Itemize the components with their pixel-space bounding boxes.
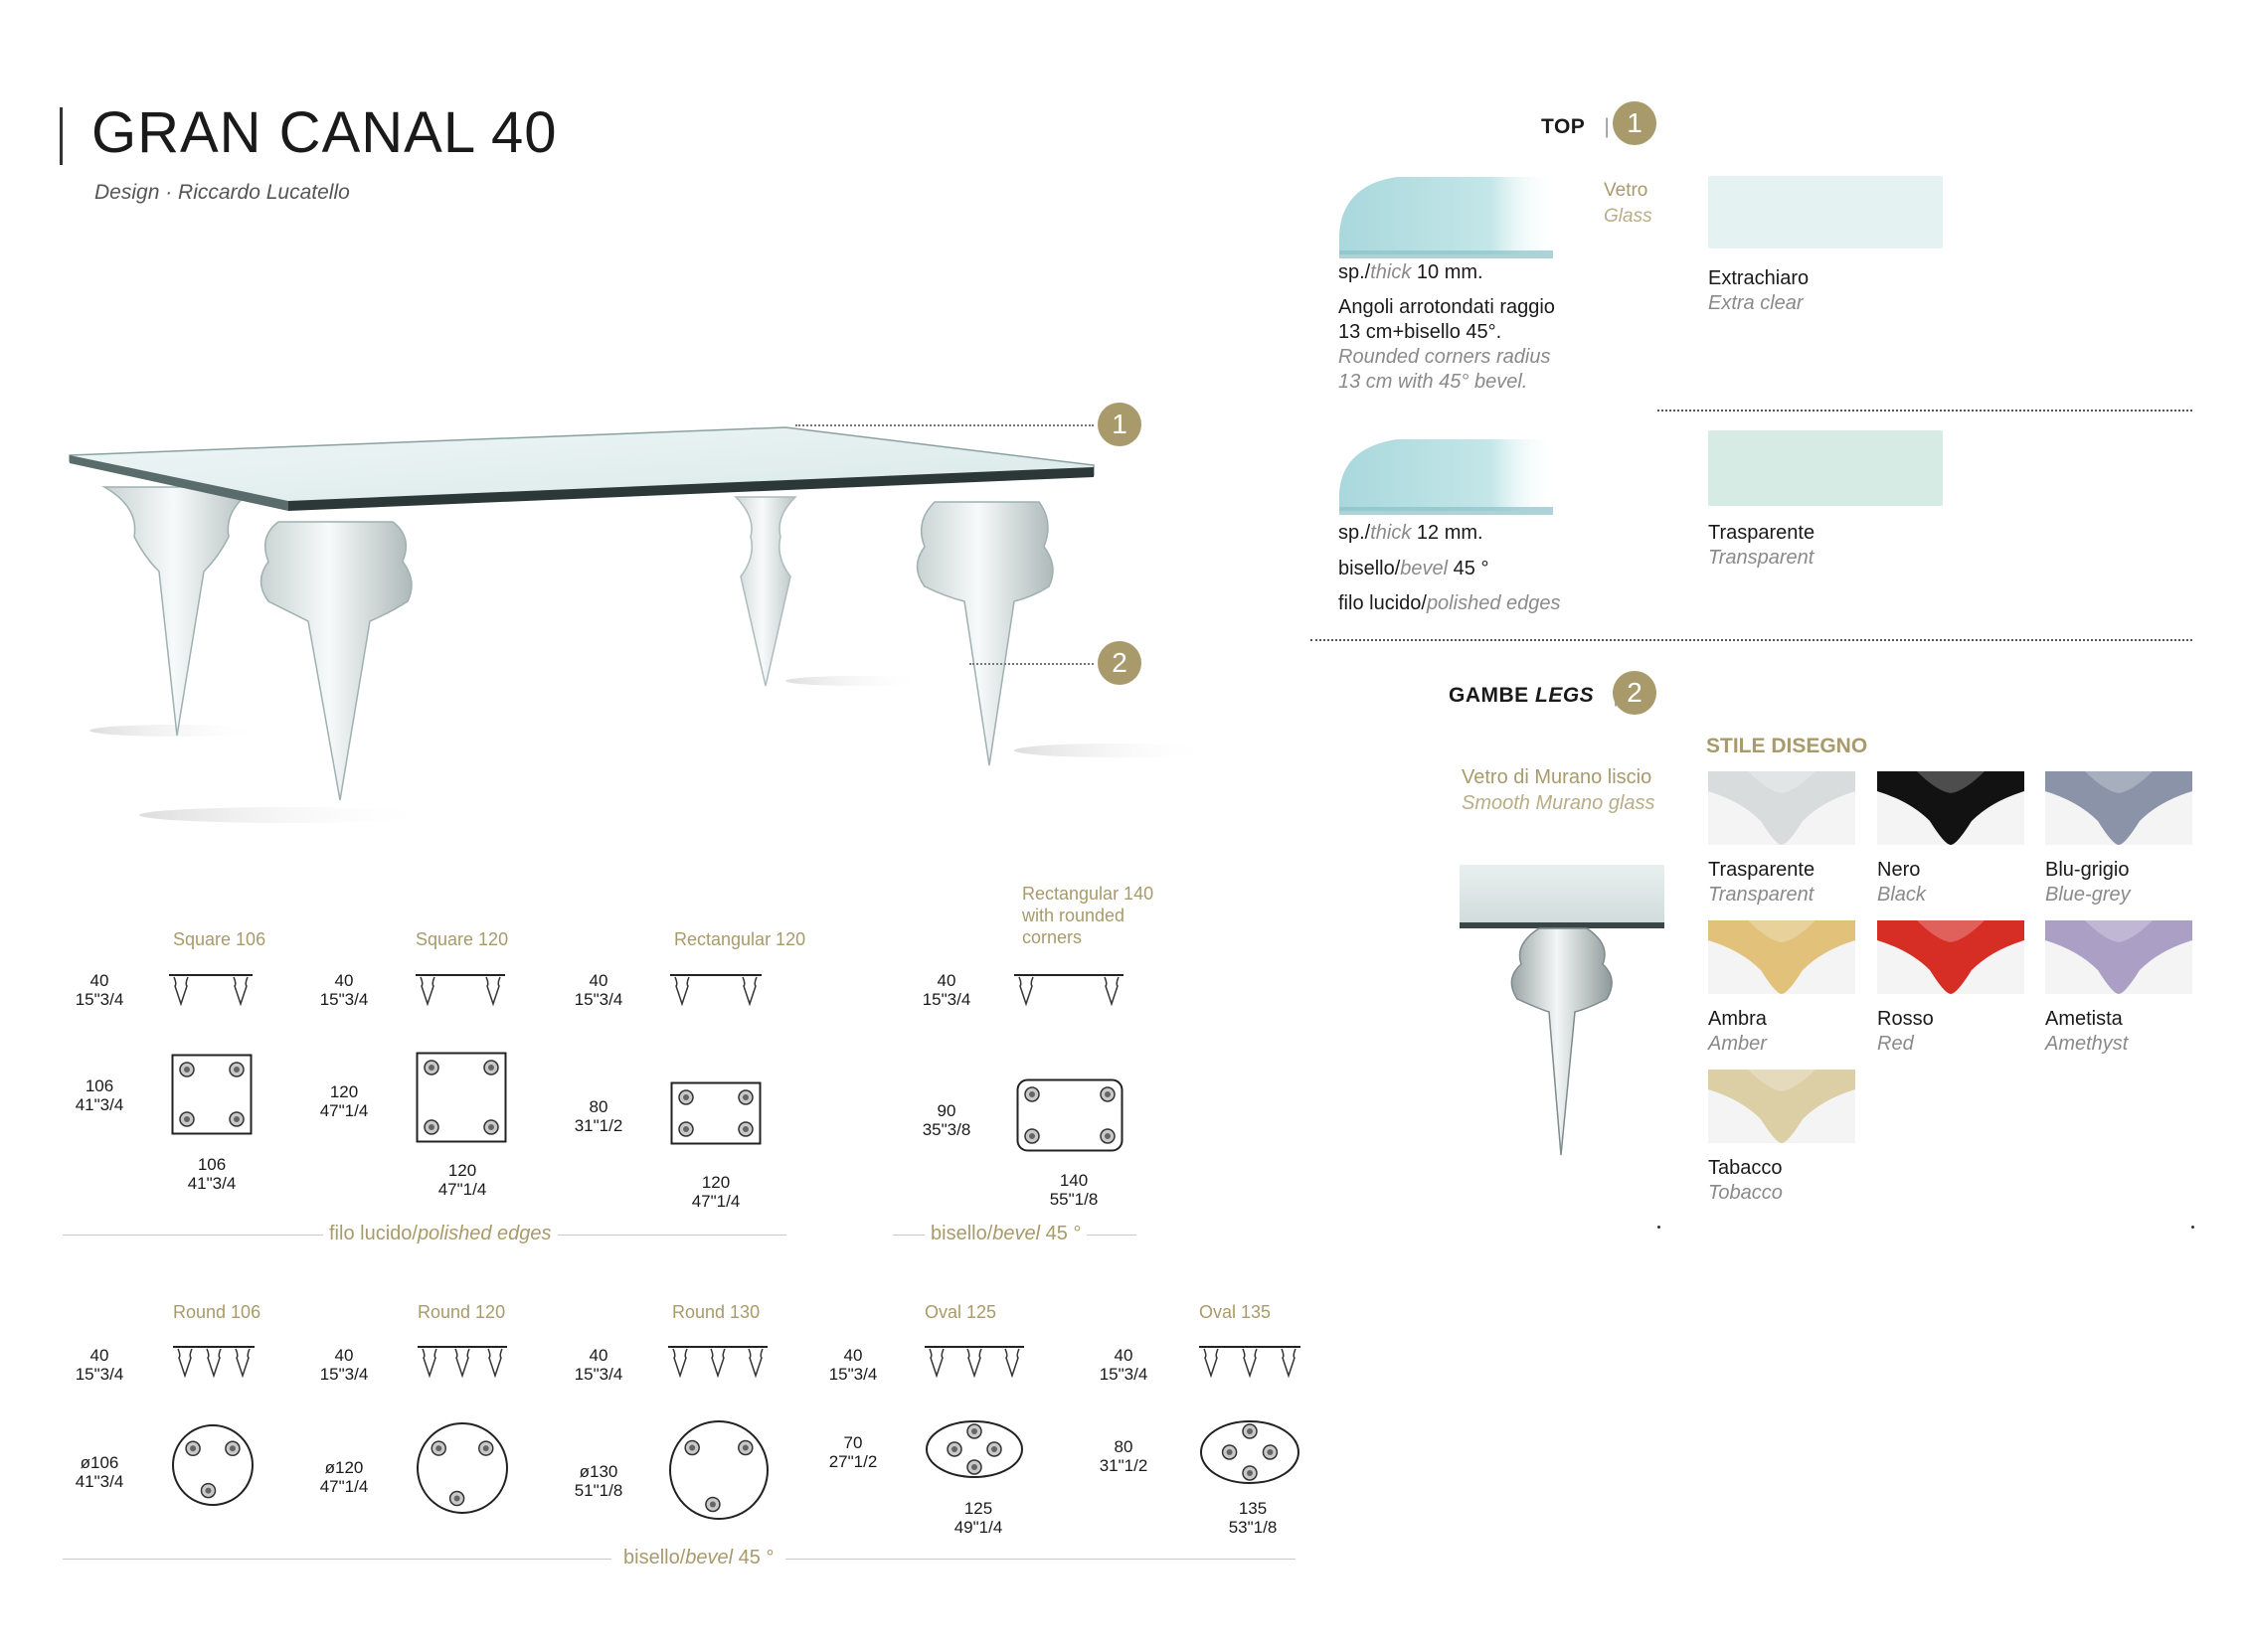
rect-140-width: 140 55"1/8: [1049, 1171, 1099, 1209]
table-product-image: [60, 398, 1213, 845]
top-section-label: TOP |: [1541, 115, 1611, 138]
leg-color-name-amethyst: Ametista: [2045, 1008, 2123, 1030]
product-name-round-120: Round 120: [418, 1302, 506, 1322]
callout-badge-top: 1: [1098, 403, 1141, 446]
top-divider-2: [1310, 639, 2192, 641]
product-name-round-130: Round 130: [672, 1302, 761, 1322]
top-material-en: Glass: [1604, 206, 1652, 227]
finish-transparent-it: Trasparente: [1708, 522, 1815, 544]
leg-color-name-en-transparent: Transparent: [1708, 884, 1815, 906]
square-120-plan-view: [416, 1052, 507, 1143]
round-130-height: 40 15"3/4: [574, 1346, 623, 1384]
leg-color-name-en-black: Black: [1877, 884, 1926, 906]
round-120-plan-view: [416, 1421, 509, 1515]
product-title: GRAN CANAL 40: [91, 100, 558, 165]
round-120-diameter: ø120 47"1/4: [319, 1458, 369, 1496]
legs-section-badge: 2: [1613, 671, 1656, 715]
oval-125-width: 125 49"1/4: [953, 1499, 1003, 1537]
square-106-side-view: [169, 972, 253, 1008]
glass1-thickness: sp./thick 10 mm.: [1338, 261, 1483, 283]
finish-extraclear-en: Extra clear: [1708, 292, 1804, 314]
leg-color-name-en-blue-grey: Blue-grey: [2045, 884, 2131, 906]
legs-section-label: GAMBE LEGS: [1449, 684, 1595, 707]
round-120-side-view: [418, 1344, 507, 1380]
rect-120-width: 120 47"1/4: [691, 1173, 741, 1211]
rect-120-height: 40 15"3/4: [574, 971, 623, 1009]
leg-color-name-transparent: Trasparente: [1708, 859, 1815, 881]
square-106-plan-view: [171, 1054, 253, 1135]
leg-color-name-en-amethyst: Amethyst: [2045, 1033, 2129, 1055]
glass-12mm-sample: [1337, 437, 1556, 519]
leg-color-swatch-amethyst: [2045, 920, 2192, 994]
product-name-oval-135: Oval 135: [1199, 1302, 1272, 1322]
product-name-round-106: Round 106: [173, 1302, 261, 1322]
top-material-it: Vetro: [1604, 180, 1648, 201]
product-name-rectangular-140: Rectangular 140 with rounded corners: [1022, 884, 1154, 947]
square-120-side-view: [416, 972, 505, 1008]
oval-135-width: 135 53"1/8: [1228, 1499, 1278, 1537]
oval-125-depth: 70 27"1/2: [828, 1433, 878, 1471]
leg-color-name-tobacco: Tabacco: [1708, 1157, 1783, 1179]
glass2-thickness: sp./thick 12 mm.: [1338, 522, 1483, 544]
legs-material-it: Vetro di Murano liscio: [1462, 766, 1652, 788]
leg-color-name-en-amber: Amber: [1708, 1033, 1767, 1055]
leg-color-name-red: Rosso: [1877, 1008, 1934, 1030]
rect-140-height: 40 15"3/4: [922, 971, 971, 1009]
callout-line-legs: [969, 663, 1094, 665]
product-name-oval-125: Oval 125: [925, 1302, 997, 1322]
leg-color-swatch-tobacco: [1708, 1070, 1855, 1143]
product-name-square-106: Square 106: [173, 929, 266, 949]
leg-color-swatch-black: [1877, 771, 2024, 845]
rect-120-plan-view: [670, 1081, 762, 1145]
round-130-plan-view: [668, 1419, 770, 1521]
legs-end-dot-right: [2191, 1226, 2194, 1229]
top-section-badge: 1: [1613, 101, 1656, 145]
round-106-plan-view: [171, 1423, 255, 1507]
oval-135-plan-view: [1199, 1419, 1300, 1485]
square-120-depth: 120 47"1/4: [319, 1082, 369, 1120]
callout-badge-legs: 2: [1098, 641, 1141, 685]
oval-125-height: 40 15"3/4: [828, 1346, 878, 1384]
round-106-side-view: [173, 1344, 255, 1380]
row1-edge-label-polished: filo lucido/polished edges: [323, 1223, 558, 1245]
leg-color-name-black: Nero: [1877, 859, 1921, 881]
product-name-square-120: Square 120: [416, 929, 509, 949]
top-divider-1: [1657, 410, 2192, 412]
round-130-diameter: ø130 51"1/8: [574, 1462, 623, 1500]
leg-detail-image: [1460, 865, 1664, 1163]
legs-end-dot-left: [1657, 1226, 1660, 1229]
square-106-depth: 106 41"3/4: [75, 1076, 124, 1114]
title-accent-bar: [60, 107, 63, 165]
leg-color-name-en-tobacco: Tobacco: [1708, 1182, 1783, 1204]
round-106-diameter: ø106 41"3/4: [75, 1453, 124, 1491]
rect-140-plan-view: [1016, 1078, 1124, 1152]
oval-125-plan-view: [925, 1419, 1024, 1479]
round-130-side-view: [668, 1344, 768, 1380]
square-106-width: 106 41"3/4: [187, 1155, 237, 1193]
round-106-height: 40 15"3/4: [75, 1346, 124, 1384]
glass1-desc-en-2: 13 cm with 45° bevel.: [1338, 371, 1528, 393]
product-name-rectangular-120: Rectangular 120: [674, 929, 806, 949]
finish-swatch-extraclear: [1708, 176, 1943, 248]
finish-swatch-transparent: [1708, 430, 1943, 506]
designer-credit: Design · Riccardo Lucatello: [94, 181, 350, 204]
glass1-desc-it-2: 13 cm+bisello 45°.: [1338, 321, 1502, 343]
glass2-edge: filo lucido/polished edges: [1338, 592, 1561, 614]
style-design-title: STILE DISEGNO: [1706, 735, 1868, 757]
rect-140-side-view: [1014, 972, 1124, 1008]
leg-color-swatch-amber: [1708, 920, 1855, 994]
oval-135-height: 40 15"3/4: [1099, 1346, 1148, 1384]
oval-135-depth: 80 31"1/2: [1099, 1437, 1148, 1475]
glass-10mm-sample: [1337, 175, 1556, 262]
oval-135-side-view: [1199, 1344, 1300, 1380]
glass1-desc-it-1: Angoli arrotondati raggio: [1338, 296, 1555, 318]
row1-edge-label-bevel: bisello/bevel 45 °: [925, 1223, 1087, 1245]
square-120-width: 120 47"1/4: [437, 1161, 487, 1199]
leg-color-swatch-blue-grey: [2045, 771, 2192, 845]
square-106-height: 40 15"3/4: [75, 971, 124, 1009]
rect-120-side-view: [670, 972, 762, 1008]
rect-140-depth: 90 35"3/8: [922, 1101, 971, 1139]
legs-material-en: Smooth Murano glass: [1462, 792, 1655, 814]
callout-line-top: [795, 424, 1094, 426]
leg-color-name-en-red: Red: [1877, 1033, 1914, 1055]
leg-color-name-amber: Ambra: [1708, 1008, 1767, 1030]
leg-color-swatch-red: [1877, 920, 2024, 994]
glass1-desc-en-1: Rounded corners radius: [1338, 346, 1551, 368]
glass2-bevel: bisello/bevel 45 °: [1338, 558, 1489, 579]
rect-120-depth: 80 31"1/2: [574, 1097, 623, 1135]
round-120-height: 40 15"3/4: [319, 1346, 369, 1384]
finish-extraclear-it: Extrachiaro: [1708, 267, 1810, 289]
leg-color-swatch-transparent: [1708, 771, 1855, 845]
oval-125-side-view: [925, 1344, 1024, 1380]
row2-edge-label-bevel: bisello/bevel 45 °: [611, 1547, 785, 1569]
finish-transparent-en: Transparent: [1708, 547, 1815, 569]
leg-color-name-blue-grey: Blu-grigio: [2045, 859, 2130, 881]
square-120-height: 40 15"3/4: [319, 971, 369, 1009]
